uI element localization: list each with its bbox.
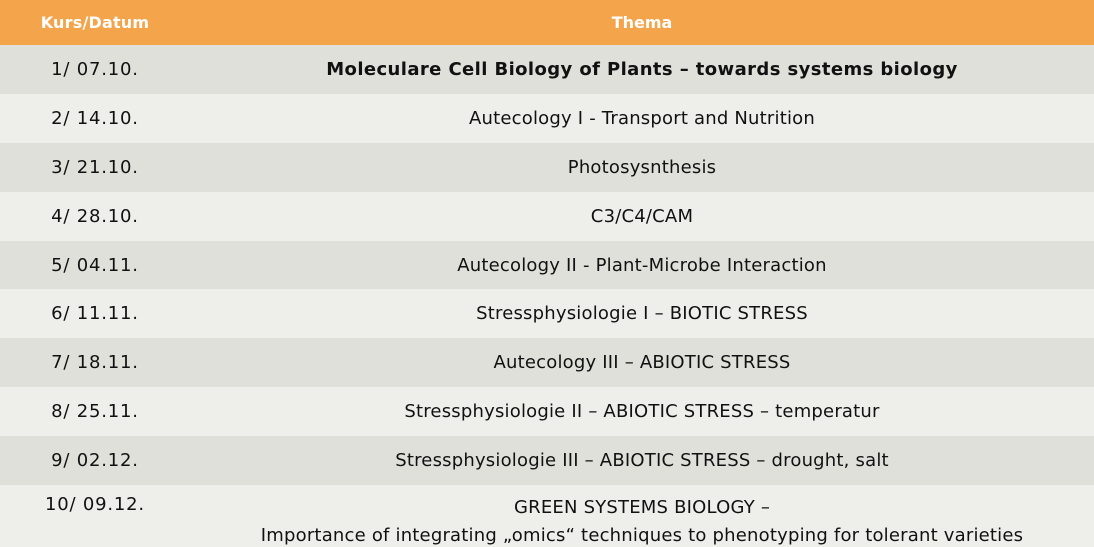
row-topic [190,494,1094,547]
row-date: 7/ 18.11. [51,352,139,374]
table-row [0,241,1094,290]
row-topic: Autecology II - Plant-Microbe Interaction [457,254,827,276]
row-topic: Moleculare Cell Biology of Plants – towards systems biology [326,58,958,80]
row-topic: C3/C4/CAM [590,205,694,227]
table-header [0,0,1094,45]
row-topic: Stressphysiologie II – ABIOTIC STRESS – temperatur [404,401,880,423]
row-topic: Stressphysiologie I – BIOTIC STRESS [476,303,808,325]
table-row [0,289,1094,338]
row-topic-line1: GREEN SYSTEMS BIOLOGY – [513,497,771,519]
table-row [0,436,1094,485]
row-date: 5/ 04.11. [51,254,139,276]
row-date: 9/ 02.12. [51,450,139,472]
row-topic: Stressphysiologie III – ABIOTIC STRESS – drought, salt [395,450,889,472]
row-date: 2/ 14.10. [51,107,139,129]
row-date: 8/ 25.11. [51,401,139,423]
table-row [0,192,1094,241]
table-row [0,45,1094,94]
row-topic: Photosysnthesis [567,156,717,178]
row-date: 3/ 21.10. [51,156,139,178]
row-date: 6/ 11.11. [51,303,139,325]
table-row [0,387,1094,436]
table-row [0,143,1094,192]
table-row [0,485,1094,547]
row-topic: Autecology I - Transport and Nutrition [468,107,815,129]
row-date: 1/ 07.10. [51,58,139,80]
table-row [0,94,1094,143]
row-date: 10/ 09.12. [45,494,145,516]
row-date: 4/ 28.10. [51,205,139,227]
table-row [0,338,1094,387]
row-topic-line2: Importance of integrating „omics“ techniques to phenotyping for tolerant varieties [260,525,1024,547]
header-topic: Thema [611,13,673,32]
row-topic: Autecology III – ABIOTIC STRESS [493,352,791,374]
header-date: Kurs/Datum [40,13,150,32]
